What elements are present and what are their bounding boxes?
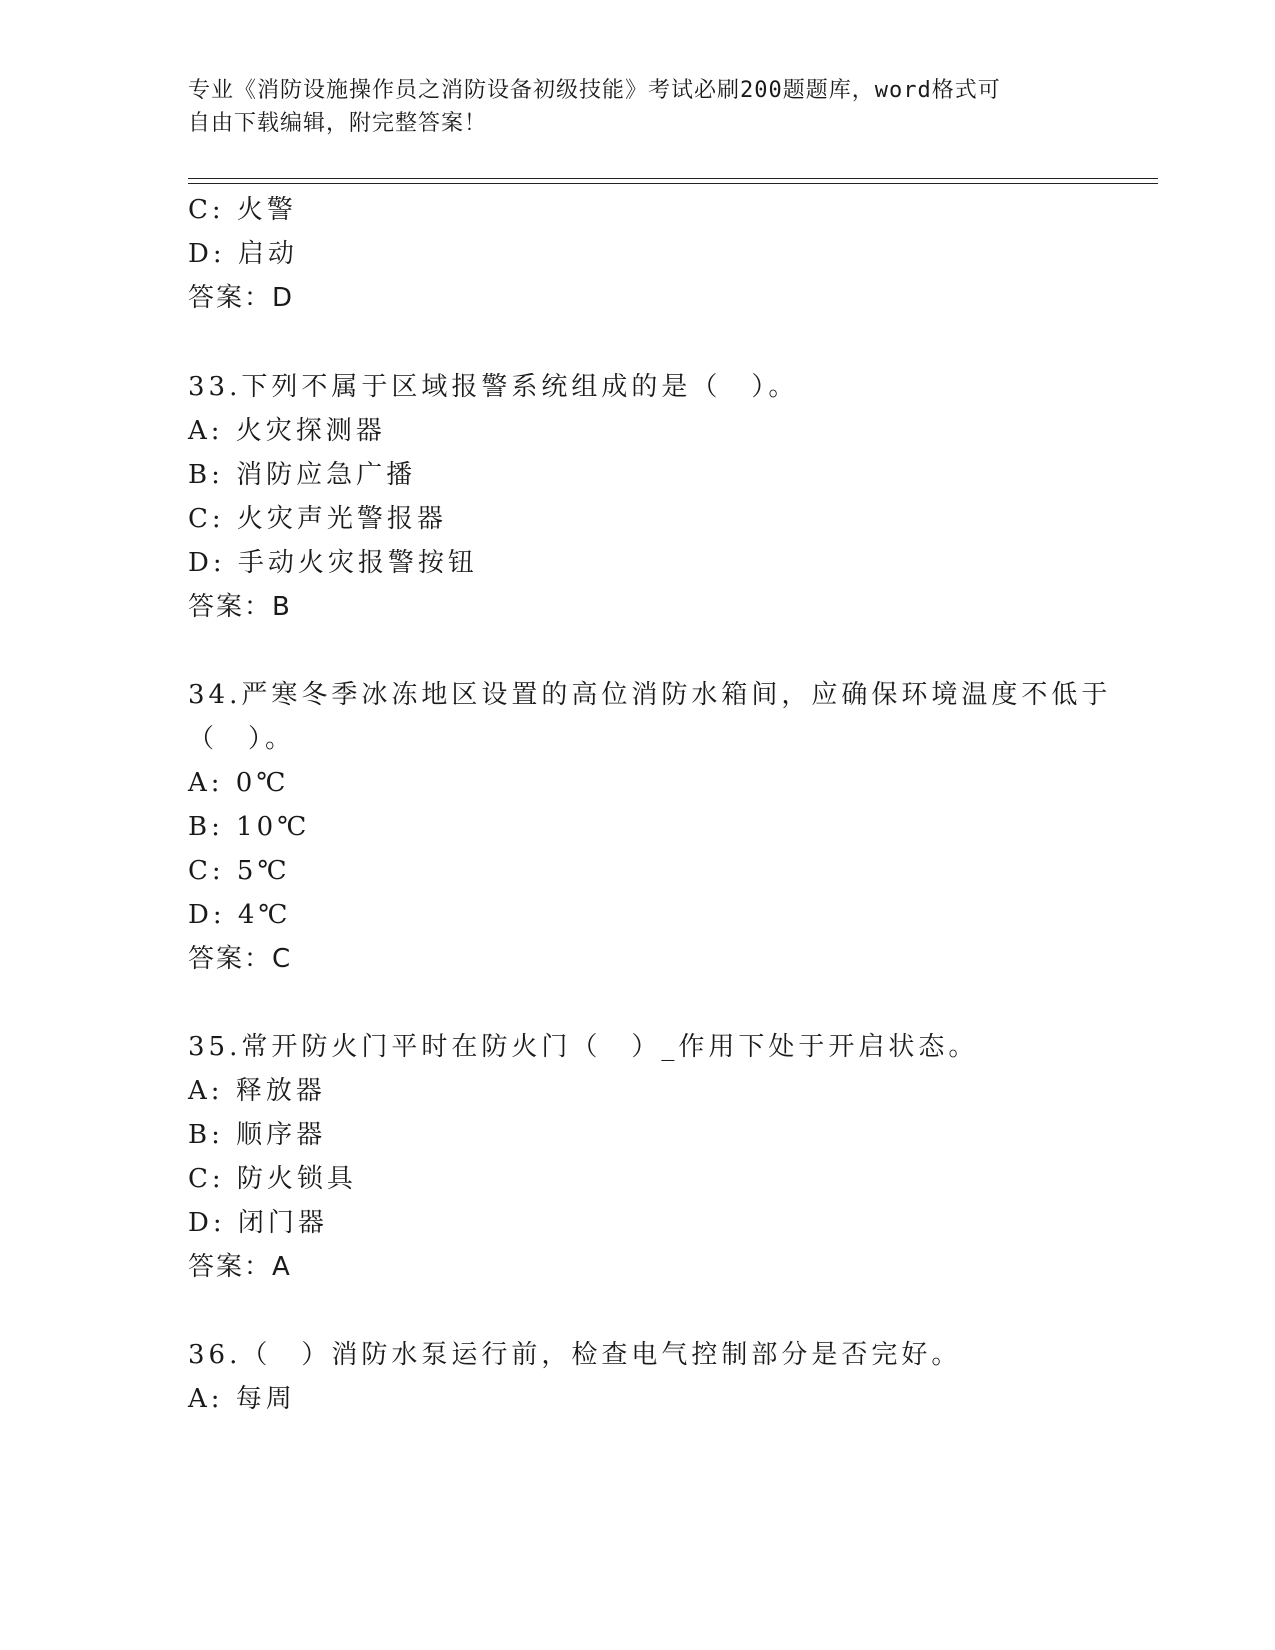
prev-option-d: D: 启动 <box>188 239 298 269</box>
q33-answer: 答案：B <box>188 592 292 622</box>
q34-option-a: A: 0℃ <box>188 768 290 798</box>
q34-option-b: B: 10℃ <box>188 812 311 842</box>
q33-option-b: B: 消防应急广播 <box>188 460 417 490</box>
header-line-1: 专业《消防设施操作员之消防设备初级技能》考试必刷200题题库，word格式可 <box>188 78 1001 103</box>
q36-option-a: A: 每周 <box>188 1384 296 1414</box>
q34-option-d: D: 4℃ <box>188 900 292 930</box>
q35-question: 35.常开防火门平时在防火门（ ）_作用下处于开启状态。 <box>188 1032 979 1062</box>
q34-option-c: C: 5℃ <box>188 856 291 886</box>
q36-question: 36.（ ）消防水泵运行前，检查电气控制部分是否完好。 <box>188 1340 962 1370</box>
q35-option-a: A: 释放器 <box>188 1076 326 1106</box>
header-line-2: 自由下载编辑，附完整答案！ <box>188 111 488 136</box>
header-divider-bottom <box>188 183 1158 184</box>
q35-option-b: B: 顺序器 <box>188 1120 327 1150</box>
document-header <box>188 74 1088 140</box>
q35-option-c: C: 防火锁具 <box>188 1164 357 1194</box>
q33-option-c: C: 火灾声光警报器 <box>188 504 447 534</box>
header-divider-top <box>188 178 1158 179</box>
q34-answer: 答案：C <box>188 944 293 974</box>
q35-option-d: D: 闭门器 <box>188 1208 328 1238</box>
prev-option-c: C: 火警 <box>188 195 297 225</box>
q33-option-a: A: 火灾探测器 <box>188 416 386 446</box>
q34-question-line-1: 34.严寒冬季冰冻地区设置的高位消防水箱间，应确保环境温度不低于 <box>188 680 1112 710</box>
prev-answer: 答案：D <box>188 283 295 313</box>
q34-question-line-2: （ ）。 <box>188 724 296 754</box>
q35-answer: 答案：A <box>188 1252 292 1282</box>
q33-option-d: D: 手动火灾报警按钮 <box>188 548 478 578</box>
q33-question: 33.下列不属于区域报警系统组成的是（ ）。 <box>188 372 799 402</box>
